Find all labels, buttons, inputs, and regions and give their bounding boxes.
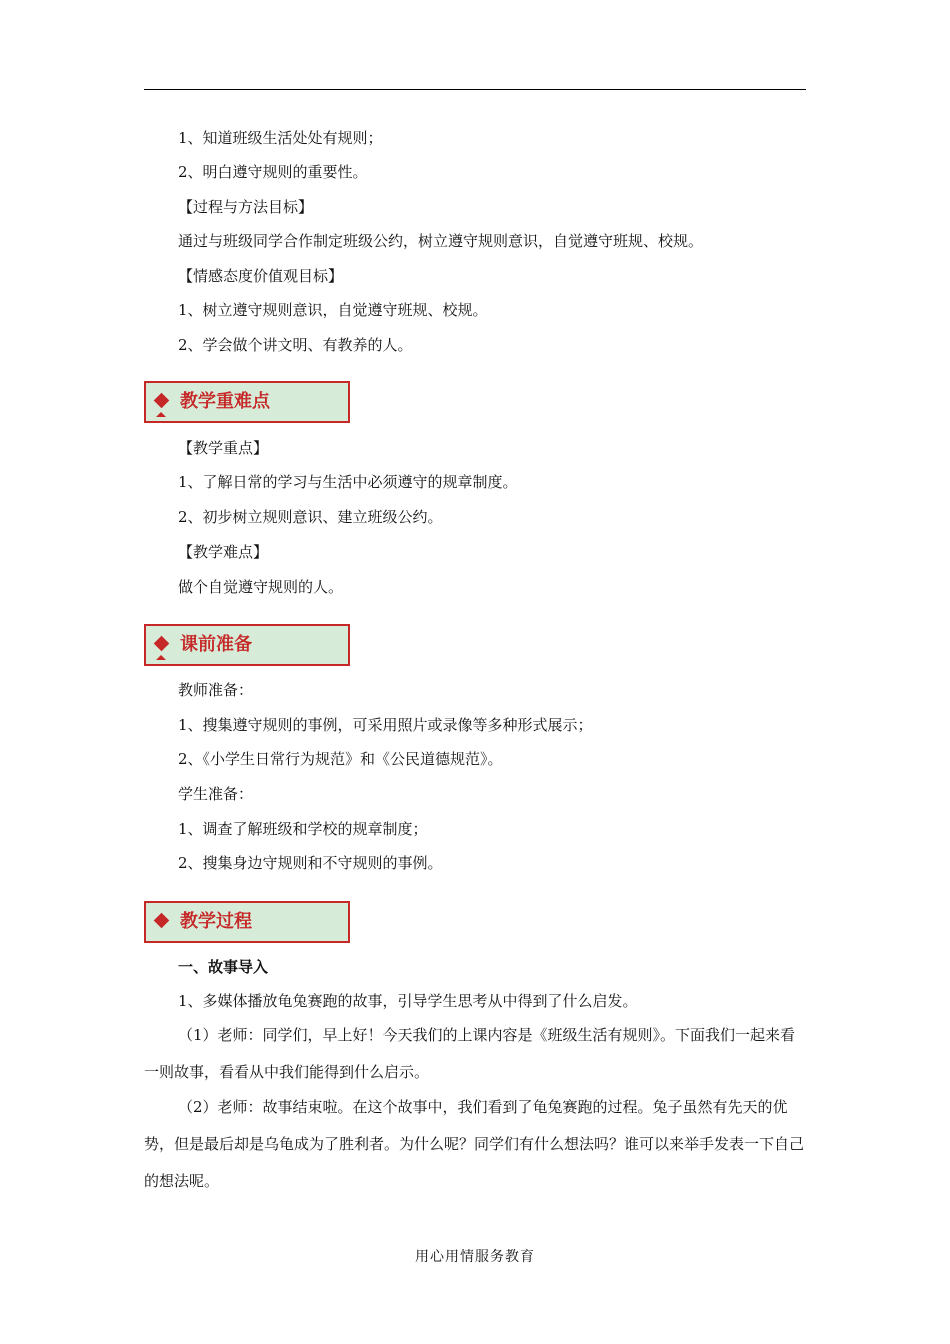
page-footer: 用心用情服务教育 <box>415 1249 535 1265</box>
section-title: 课前准备 <box>180 634 252 655</box>
teacher-prep-line: 2、《小学生日常行为规范》和《公民道德规范》。 <box>178 750 503 768</box>
difficult-point-heading: 【教学难点】 <box>178 543 269 561</box>
diamond-bullet-icon <box>154 393 170 409</box>
section-preparation <box>144 624 350 666</box>
intro-line: 2、明白遵守规则的重要性。 <box>178 163 368 181</box>
story-paragraph-text: （1）老师：同学们，早上好！今天我们的上课内容是《班级生活有规则》。下面我们一起来看一则故事，看看从中我们能得到什么启示。 <box>144 1026 796 1081</box>
process-goal-heading: 【过程与方法目标】 <box>178 198 314 216</box>
diamond-bullet-icon <box>154 636 170 652</box>
process-goal-text: 通过与班级同学合作制定班级公约，树立遵守规则意识，自觉遵守班规、校规。 <box>178 232 704 250</box>
triangle-marker-icon <box>156 655 166 660</box>
emotion-goal-line: 1、树立遵守规则意识，自觉遵守班规、校规。 <box>178 301 488 319</box>
intro-line: 1、知道班级生活处处有规则； <box>178 129 383 147</box>
section-process <box>144 901 350 943</box>
story-paragraph <box>144 1089 806 1200</box>
emotion-goal-line: 2、学会做个讲文明、有教养的人。 <box>178 336 413 354</box>
story-line: 1、多媒体播放龟兔赛跑的故事，引导学生思考从中得到了什么启发。 <box>178 992 638 1010</box>
diamond-bullet-icon <box>154 913 170 929</box>
key-point-line: 1、了解日常的学习与生活中必须遵守的规章制度。 <box>178 473 518 491</box>
section-title: 教学过程 <box>180 911 252 932</box>
triangle-marker-icon <box>156 412 166 417</box>
section-title: 教学重难点 <box>180 391 270 412</box>
student-prep-line: 1、调查了解班级和学校的规章制度； <box>178 820 428 838</box>
key-points-heading: 【教学重点】 <box>178 439 269 457</box>
story-paragraph-text: （2）老师：故事结束啦。在这个故事中，我们看到了龟兔赛跑的过程。兔子虽然有先天的优势，但是最后却是乌龟成为了胜利者。为什么呢？同学们有什么想法吗？谁可以来举手发表一下自己的想法呢。 <box>144 1098 805 1190</box>
student-prep-line: 2、搜集身边守规则和不守规则的事例。 <box>178 854 443 872</box>
key-point-line: 2、初步树立规则意识、建立班级公约。 <box>178 508 443 526</box>
teacher-prep-label: 教师准备： <box>178 681 254 699</box>
emotion-goal-heading: 【情感态度价值观目标】 <box>178 267 344 285</box>
story-paragraph <box>144 1017 806 1091</box>
difficult-point-text: 做个自觉遵守规则的人。 <box>178 578 344 596</box>
student-prep-label: 学生准备： <box>178 785 254 803</box>
header-rule <box>144 89 806 90</box>
section-key-points <box>144 381 350 423</box>
story-heading: 一、故事导入 <box>178 958 269 976</box>
teacher-prep-line: 1、搜集遵守规则的事例，可采用照片或录像等多种形式展示； <box>178 716 593 734</box>
